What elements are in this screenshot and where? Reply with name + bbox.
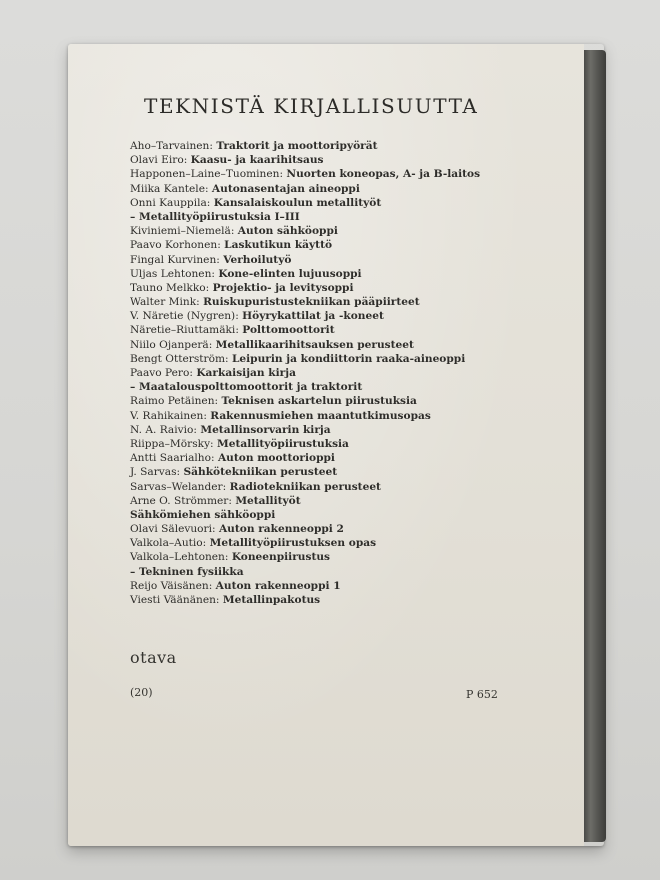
print-code-left: (20) [130,686,153,699]
entry-title: Nuorten koneopas, A- ja B-laitos [286,168,481,181]
entry-title: Autonasentajan aineoppi [211,182,360,195]
entry-author: Bengt Otterström: [130,352,229,365]
entry-title: Karkaisijan kirja [196,367,296,379]
entry-title: Sähkötekniikan perusteet [183,466,338,479]
entry-title: – Tekninen fysiikka [130,565,244,578]
entry-title: Metallikaarihitsauksen perusteet [215,338,414,351]
list-item [130,182,570,196]
list-item [130,139,570,153]
entry-author: Viesti Väänänen: [130,594,220,606]
entry-title: Teknisen askartelun piirustuksia [221,395,417,408]
entry-title: Radiotekniikan perusteet [229,480,381,493]
entry-title: Metallityöt [235,494,301,507]
back-cover [68,44,584,846]
entry-author: Olavi Sälevuori: [130,523,216,536]
list-item [130,579,570,593]
entry-author: Miika Kantele: [130,182,209,195]
list-item [130,352,570,366]
list-item [130,522,570,536]
entry-author: J. Sarvas: [130,466,181,479]
entry-author: Onni Kauppila: [130,196,211,209]
entry-title: Auton sähköoppi [237,225,338,238]
list-item [130,536,570,550]
entry-title: Verhoilutyö [223,253,292,266]
list-item [130,480,570,494]
entry-title: Auton rakenneoppi 1 [215,579,341,592]
list-item [130,167,570,181]
list-item [130,338,570,352]
list-item [130,380,570,394]
entry-title: Koneenpiirustus [231,551,331,564]
entry-title: Metallityöpiirustuksia [217,437,349,450]
list-item [130,423,570,437]
book-list [130,139,570,607]
list-item [130,196,570,210]
list-item [130,323,570,337]
entry-author: Sarvas–Welander: [130,480,227,493]
list-item [130,394,570,408]
entry-author: N. A. Raivio: [130,423,197,436]
list-item [130,281,570,295]
entry-author: Kiviniemi–Niemelä: [130,225,235,238]
entry-title: Laskutikun käyttö [224,239,333,252]
book-spine [584,50,606,842]
entry-title: – Metallityöpiirustuksia I–III [130,210,300,223]
list-item [130,465,570,479]
entry-title: Metallinpakotus [222,594,321,606]
list-item [130,238,570,252]
entry-author: Tauno Melkko: [130,281,210,294]
entry-author: Riippa–Mörsky: [130,437,214,450]
list-item [130,224,570,238]
entry-title: Projektio- ja levitysoppi [212,281,354,294]
entry-author: Paavo Korhonen: [130,239,221,252]
publisher-name: otava [130,648,177,667]
entry-author: Antti Saarialho: [130,452,215,465]
entry-title: Kansalaiskoulun metallityöt [213,196,382,209]
entry-title: – Maatalouspolttomoottorit ja traktorit [130,381,363,394]
entry-title: Sähkömiehen sähköoppi [130,508,276,521]
list-item [130,366,570,380]
list-item [130,494,570,508]
entry-title: Metallityöpiirustuksen opas [209,537,377,550]
entry-title: Traktorit ja moottoripyörät [216,140,378,152]
entry-title: Höyrykattilat ja -koneet [242,310,384,323]
list-item [130,267,570,281]
entry-author: Olavi Eiro: [130,154,188,167]
entry-author: Niilo Ojanperä: [130,338,213,351]
list-item [130,593,570,607]
entry-author: Arne O. Strömmer: [130,494,232,507]
list-item [130,550,570,564]
list-item [130,508,570,522]
entry-author: Valkola–Lehtonen: [130,551,229,564]
entry-author: Paavo Pero: [130,367,193,379]
entry-title: Polttomoottorit [242,324,335,337]
list-item [130,253,570,267]
entry-title: Leipurin ja kondiittorin raaka-aineoppi [231,352,466,365]
list-item [130,309,570,323]
entry-author: V. Rahikainen: [130,409,207,422]
entry-title: Kone-elinten lujuusoppi [218,267,362,280]
entry-author: Raimo Petäinen: [130,395,219,408]
entry-title: Rakennusmiehen maantutkimusopas [210,409,431,422]
entry-author: Valkola–Autio: [130,537,207,550]
entry-title: Metallinsorvarin kirja [200,423,331,436]
list-item [130,153,570,167]
entry-title: Kaasu- ja kaarihitsaus [190,154,324,167]
entry-title: Auton moottorioppi [217,452,335,465]
entry-author: V. Näretie (Nygren): [130,310,239,323]
entry-author: Aho–Tarvainen: [130,140,213,152]
entry-author: Reijo Väisänen: [130,579,213,592]
list-item [130,409,570,423]
entry-author: Walter Mink: [130,296,200,309]
entry-author: Uljas Lehtonen: [130,267,215,280]
list-item [130,451,570,465]
entry-title: Ruiskupuristustekniikan pääpiirteet [203,296,420,309]
entry-author: Näretie–Riuttamäki: [130,324,239,337]
list-item [130,295,570,309]
list-item [130,210,570,224]
entry-title: Auton rakenneoppi 2 [218,523,344,536]
entry-author: Fingal Kurvinen: [130,253,220,266]
list-item [130,565,570,579]
print-code-right: P 652 [466,688,498,701]
list-item [130,437,570,451]
list-heading: TEKNISTÄ KIRJALLISUUTTA [144,94,479,118]
entry-author: Happonen–Laine–Tuominen: [130,168,284,181]
book [68,44,604,846]
